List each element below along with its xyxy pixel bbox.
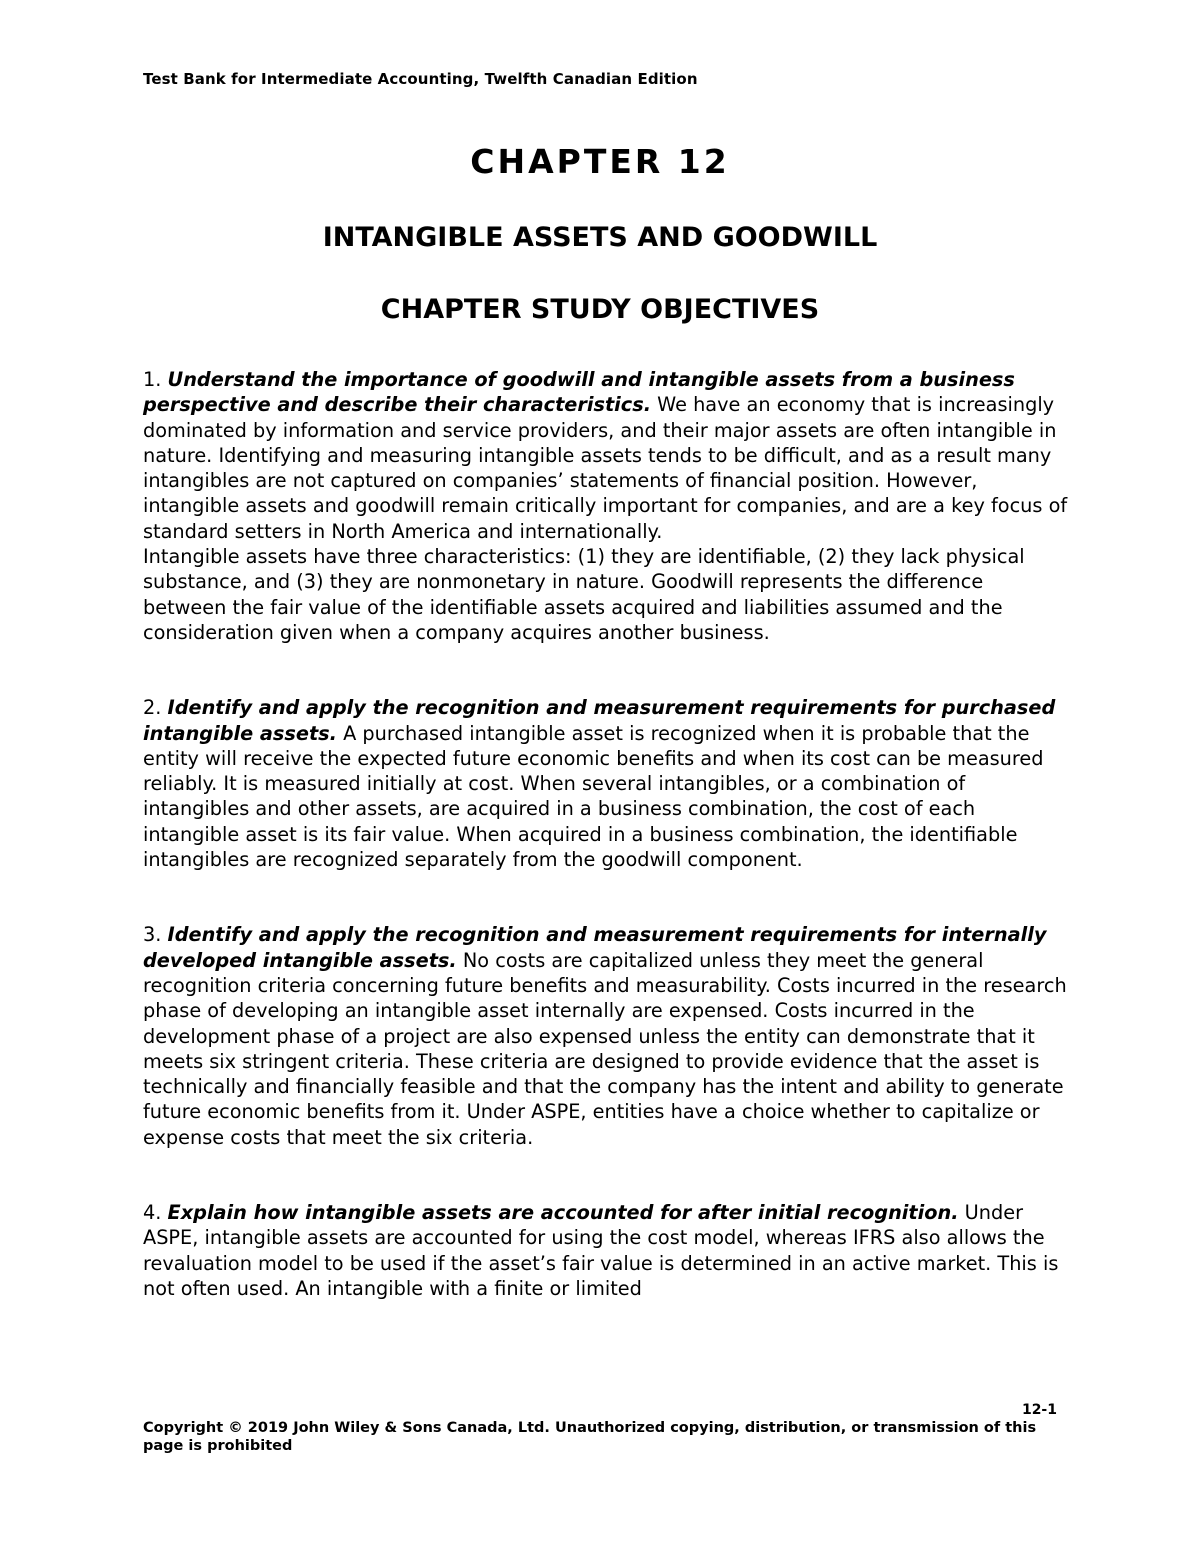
objective-number: 2. [143, 696, 168, 720]
objective-number: 4. [143, 1201, 168, 1225]
objective-number: 1. [143, 368, 168, 391]
objective-heading: Explain how intangible assets are accounted for after initial recognition. [167, 1201, 959, 1225]
objective-text: A purchased intangible asset is recognized when it is probable that the entity will receive the expected future economic benefits and when its cost can be measured reliably. It is measured initially at cost. When several intangibles, or a combination of intangibles and other assets, are acquired in a business combination, the cost of each intangible asset is its fair value. When acquired in a business combination, the identifiable intangibles are recognized separately from the goodwill component. [143, 721, 1044, 872]
objective-heading: Identify and apply the recognition and measurement requirements for purchased intangible assets. [143, 696, 1056, 745]
objective-1 [143, 367, 1068, 645]
chapter-number: CHAPTER 12 [470, 142, 730, 181]
objective-text: We have an economy that is increasingly dominated by information and service providers, and their major assets are often intangible in nature. Identifying and measuring intangible assets tends to be difficult, and as a result many intangibles are not captured on companies’ statements of financial position. However, intangible assets and goodwill remain critically important for companies, and are a key focus of standard setters in North America and internationally. [143, 393, 1068, 543]
copyright-footer: Copyright © 2019 John Wiley & Sons Canada, Ltd. Unauthorized copying, distribution, or transmission of this page is prohibited [143, 1420, 1037, 1454]
chapter-title: INTANGIBLE ASSETS AND GOODWILL [322, 222, 878, 253]
page-number: 12-1 [1021, 1402, 1057, 1418]
running-header: Test Bank for Intermediate Accounting, Twelfth Canadian Edition [143, 70, 698, 88]
objective-4 [143, 1200, 1068, 1301]
objectives-body [143, 367, 1068, 1301]
objective-number: 3. [143, 923, 168, 947]
objective-heading: Identify and apply the recognition and measurement requirements for internally developed intangible assets. [143, 923, 1047, 972]
objective-3 [143, 922, 1068, 1150]
objective-text: No costs are capitalized unless they meet the general recognition criteria concerning future benefits and measurability. Costs incurred in the research phase of developing an intangible asset internally are expensed. Costs incurred in the development phase of a project are also expensed unless the entity can demonstrate that it meets six stringent criteria. These criteria are designed to provide evidence that the asset is technically and financially feasible and that the company has the intent and ability to generate future economic benefits from it. Under ASPE, entities have a choice whether to capitalize or expense costs that meet the six criteria. [143, 948, 1067, 1149]
objective-2 [143, 695, 1068, 872]
section-title: CHAPTER STUDY OBJECTIVES [380, 294, 820, 325]
objective-text-continued: Intangible assets have three characteristics: (1) they are identifiable, (2) they lack physical substance, and (3) they are nonmonetary in nature. Goodwill represents the difference between the fair value of the identifiable assets acquired and liabilities assumed and the consideration given when a company acquires another business. [143, 545, 1025, 644]
objective-heading: Understand the importance of goodwill and intangible assets from a business perspective and describe their characteristics. [143, 368, 1015, 417]
objective-text: Under ASPE, intangible assets are accounted for using the cost model, whereas IFRS also allows the revaluation model to be used if the asset’s fair value is determined in an active market. This is not often used. An intangible with a finite or limited [143, 1201, 1059, 1300]
